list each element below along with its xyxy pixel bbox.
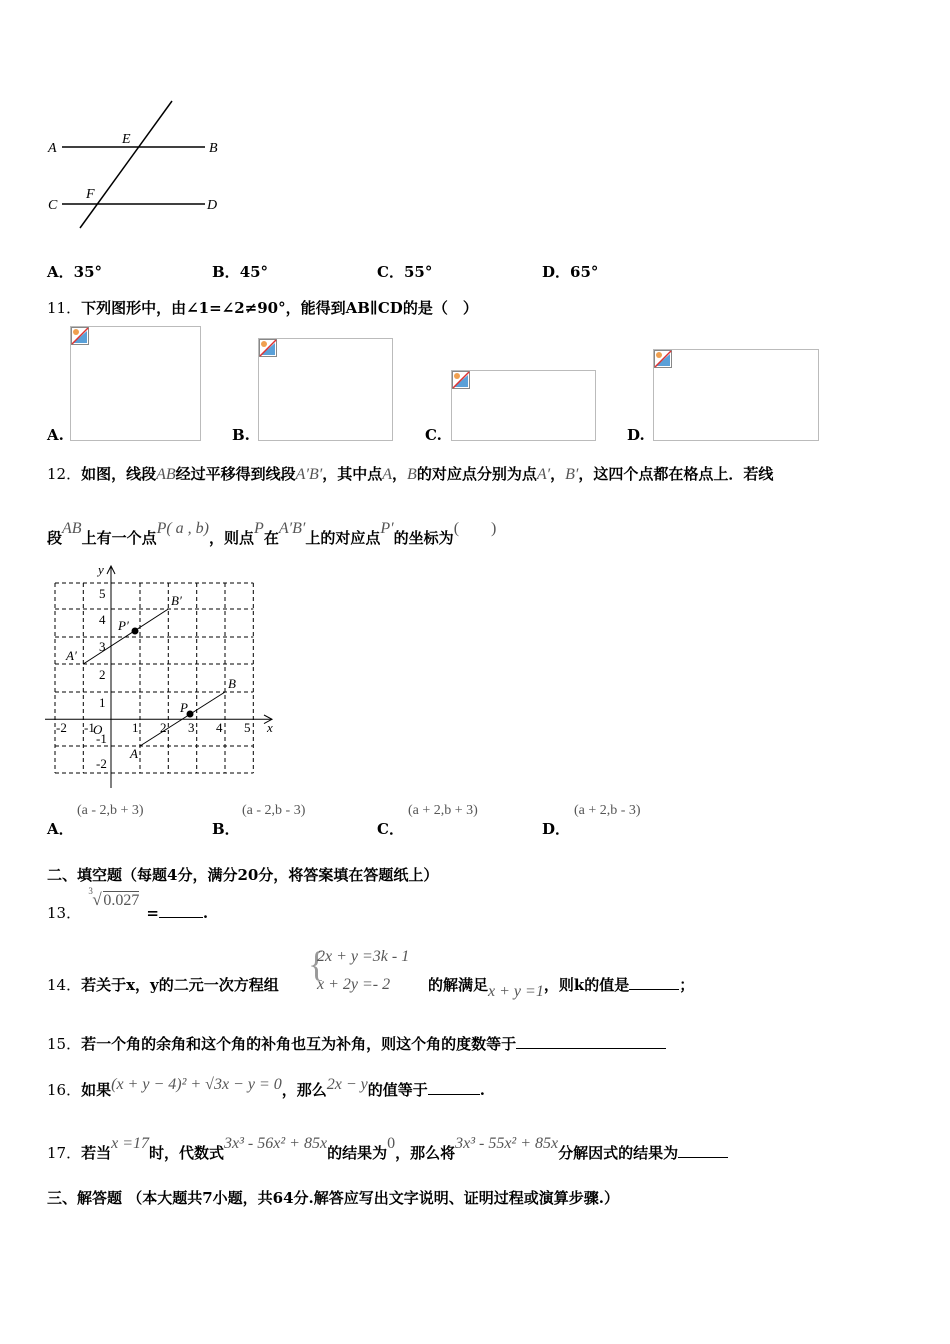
x-tick: 3 [188,720,195,735]
x-tick: 4 [216,720,223,735]
label-e: E [122,132,131,147]
q10-option-a: A．35° [47,263,103,281]
q12-stem-line1: 12．如图，线段AB经过平移得到线段A′B′，其中点A，B的对应点分别为点A′，B′，这四个点都在格点上．若线 [47,465,774,483]
y-tick: -1 [96,731,107,746]
q11-image-d [653,349,819,441]
q10-option-c: C．55° [377,263,433,281]
q12-option-b: (a - 2,b - 3) [242,803,306,818]
q12-option-b-letter: B． [212,820,240,838]
x-tick: -1 [84,720,95,735]
y-tick: 2 [99,667,106,682]
origin-label: O [93,722,103,737]
label-c: C [48,198,58,213]
q13: 13． 3 √ 0.027 = . [47,886,209,922]
label-f: F [86,187,95,202]
q14: 14．若关于x，y的二元一次方程组 [47,976,279,994]
q12-option-c-letter: C． [377,820,404,838]
q14-tail: 的解满足x + y =1，则k的值是 ； [428,976,695,1000]
broken-image-icon [259,339,277,357]
x-tick: 5 [244,720,251,735]
q12-option-d: (a + 2,b - 3) [574,803,641,818]
q12-option-a: (a - 2,b + 3) [77,803,144,818]
q11-image-c [451,370,596,441]
coordinate-grid-figure [40,560,290,790]
point-a-prime-label: A′ [66,648,77,663]
section-3-title: 三、解答题 （本大题共7小题，共64分.解答应写出文字说明、证明过程或演算步骤.） [47,1189,619,1207]
label-a: A [48,141,57,156]
label-d: D [207,198,218,213]
broken-image-icon [654,350,672,368]
q12-stem-line2: 段AB上有一个点P( a , b)，则点P在A′B′上的对应点P′的坐标为( ) [47,520,497,547]
q17: 17．若当x =17时，代数式3x³ - 56x² + 85x的结果为0，那么将3x³ - 55x² + 85x分解因式的结果为 [47,1142,728,1163]
q11-image-a [70,326,201,441]
q11-label-c: C. [425,426,442,444]
y-tick: 1 [99,695,106,710]
q12-option-d-letter: D． [542,820,571,838]
q15: 15．若一个角的余角和这个角的补角也互为补角，则这个角的度数等于 [47,1033,666,1054]
point-p-label: P [180,700,188,715]
y-tick: 5 [99,586,106,601]
q16: 16．如果(x + y − 4)² + √3x − y = 0，那么2x − y的值等于 . [47,1076,485,1099]
q12-option-c: (a + 2,b + 3) [408,803,478,818]
q11-image-b [258,338,393,441]
q11-label-b: B. [232,426,250,444]
broken-image-icon [452,371,470,389]
y-axis-label: y [98,562,104,577]
y-tick: 4 [99,612,106,627]
point-b-prime-label: B′ [171,593,182,608]
q11-label-d: D. [627,426,645,444]
exam-page: A E B C F D A．35° B．45° C．55° D．65° 11．下列图形中，由∠1=∠2≠90°，能得到AB∥CD的是（ ） A. B. C. D. 12．如图，线段AB经过平移得到线段A′B′，其中点A，B的对应点分别为点A′，B′，这四个点都在格点上．若线 段AB上有一个点P( a , b)，则点P在A′B′上的对应点P′的坐标为( ) x y O A B A′ B′ P P′ -2 -1 1 2 3 4 5 5 4 3 2 1 -1 -2 A． (a - 2,b + 3) B． (a - 2,b - 3) C． (a + 2,b + 3) D． (a + 2,b - 3) 二、填空题（每题4分，满分20分，将答案填在答题纸上） 13． 3 √ 0.027 = . 14．若关于x，y的二元一次方程组 { 2x + y =3k - 1 x + 2y =- 2 的解满足x + y =1，则k的值是 ； 15．若一个角的余角和这个角的补角也互为补角，则这个角的度数等于 16．如果(x + y − 4)² + √3x − y = 0，那么2x − y的值等于 . 17．若当x =17时，代数式3x³ - 56x² + 85x的结果为0，那么将3x³ - 55x² + 85x分解因式的结果为 三、解答题 （本大题共7小题，共64分.解答应写出文字说明、证明过程或演算步骤.） [0,0,950,1344]
x-axis-label: x [267,720,273,735]
x-tick: -2 [56,720,67,735]
x-tick: 2 [160,720,167,735]
point-p-prime-label: P′ [118,618,129,633]
q11-stem: 11．下列图形中，由∠1=∠2≠90°，能得到AB∥CD的是（ ） [47,299,478,317]
q10-option-d: D．65° [542,263,599,281]
section-2-title: 二、填空题（每题4分，满分20分，将答案填在答题纸上） [47,866,439,884]
broken-image-icon [71,327,89,345]
x-tick: 1 [132,720,139,735]
q12-option-a-letter: A． [47,820,74,838]
q11-label-a: A. [47,426,64,444]
point-a-label: A [130,746,138,761]
y-tick: 3 [99,639,106,654]
point-b-label: B [228,676,236,691]
q10-option-b: B．45° [212,263,269,281]
label-b: B [209,141,218,156]
y-tick: -2 [96,756,107,771]
q14-equation-2: x + 2y =- 2 [317,976,391,993]
parallel-lines-figure [40,95,240,235]
q14-equation-1: 2x + y =3k - 1 [317,948,410,965]
